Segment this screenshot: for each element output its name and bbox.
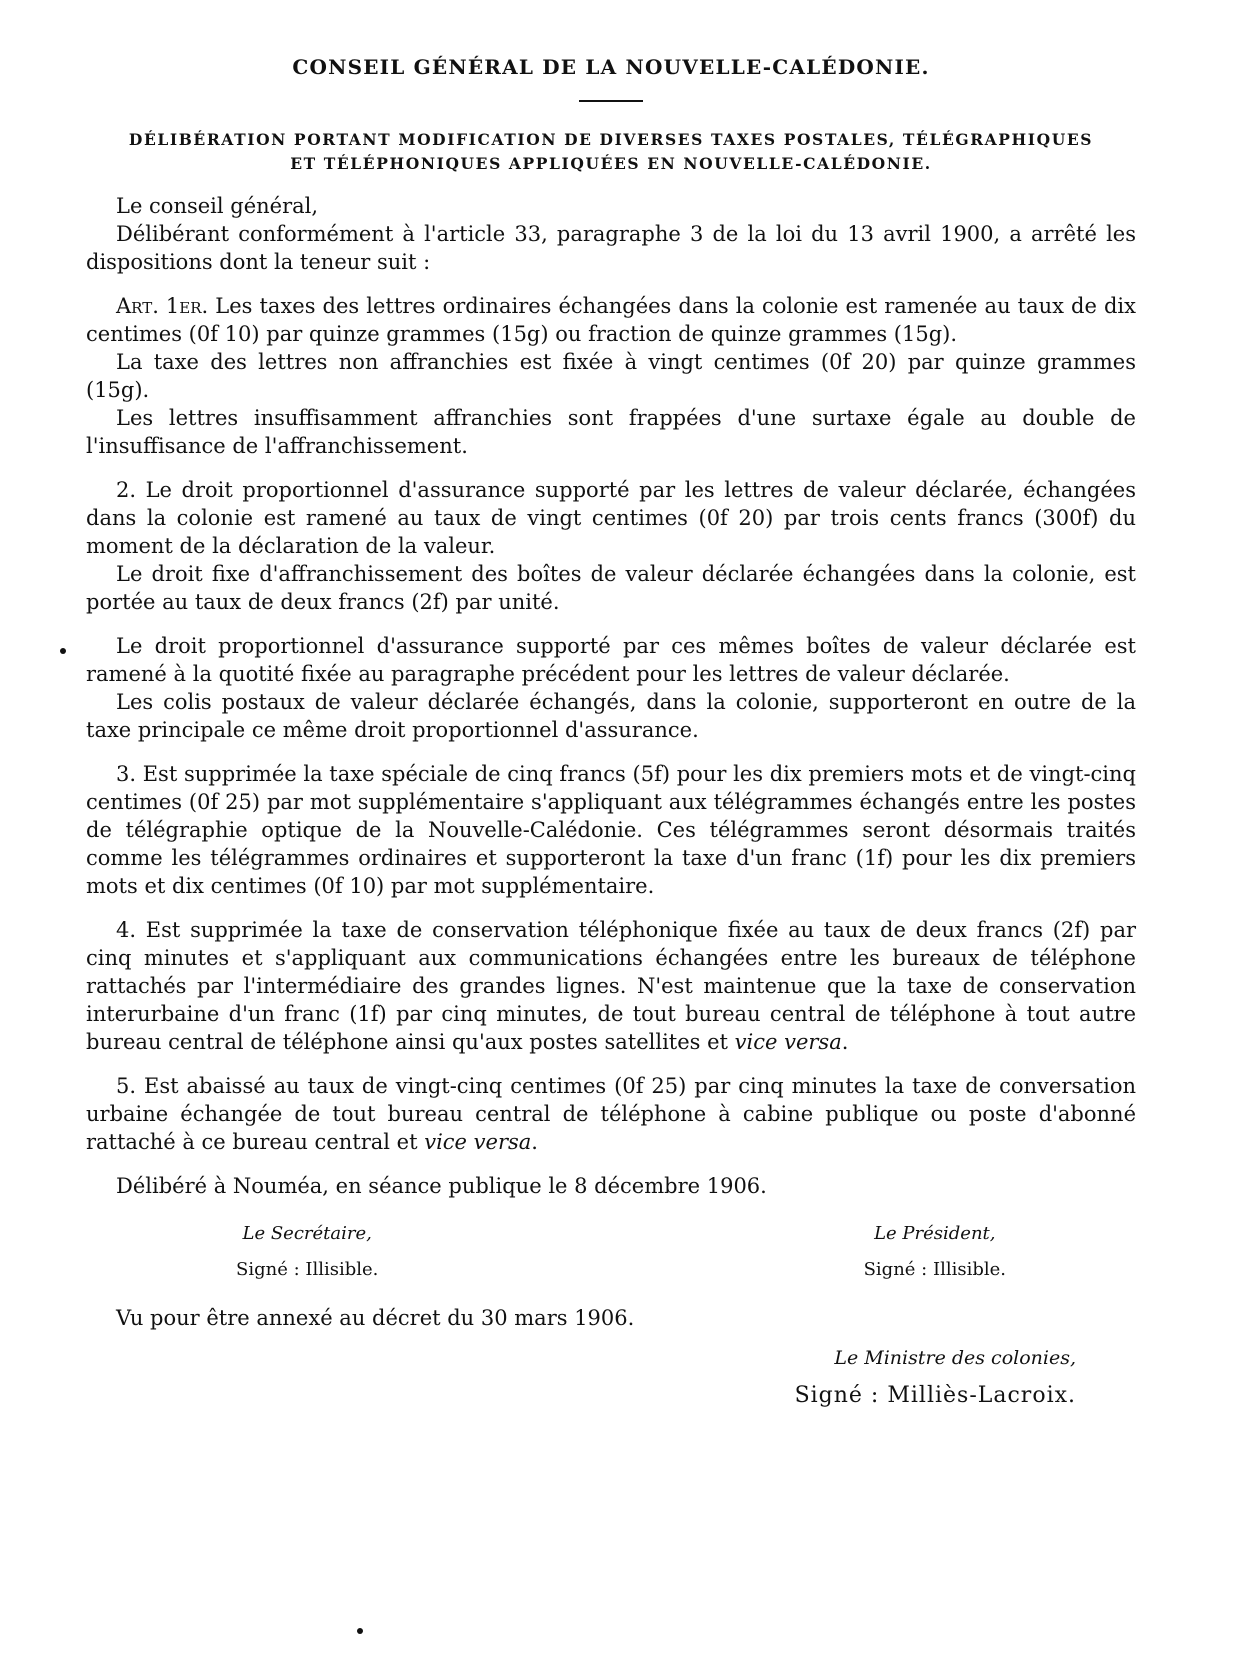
article-1-text: Les taxes des lettres ordinaires échangées dans la colonie est ramenée au taux de dix centimes (0f 10) par quinze grammes (15g) ou fraction de quinze grammes (15g). <box>86 294 1136 346</box>
article-3: 3. Est supprimée la taxe spéciale de cinq francs (5f) pour les dix premiers mots et de vingt-cinq centimes (0f 25) par mot supplémentaire s'appliquant aux télégrammes échangés entre les postes de télégraphie optique de la Nouvelle-Calédonie. Ces télégrammes seront désormais traités comme les télégrammes ordinaires et supporteront la taxe d'un franc (1f) pour les dix premiers mots et dix centimes (0f 10) par mot supplémentaire. <box>86 762 1136 898</box>
title-divider <box>579 100 643 102</box>
ink-speck <box>357 1628 363 1634</box>
article-1-paragraph-1 <box>86 292 1136 348</box>
ink-speck <box>60 648 66 654</box>
annex-note: Vu pour être annexé au décret du 30 mars 1906. <box>116 1306 635 1330</box>
minister-signature <box>86 1340 1136 1416</box>
article-2-paragraph-4: Les colis postaux de valeur déclarée échangés, dans la colonie, supporteront en outre de la taxe principale ce même droit proportionnel d'assurance. <box>86 690 1136 742</box>
president-signed: Signé : Illisible. <box>863 1259 1006 1280</box>
signature-block <box>86 1216 1136 1288</box>
president-signature <box>864 1216 1006 1288</box>
deliberation-heading-line-1: DÉLIBÉRATION PORTANT MODIFICATION DE DIVERSES TAXES POSTALES, TÉLÉGRAPHIQUES <box>128 130 1094 149</box>
article-2-paragraph-2: Le droit fixe d'affranchissement des boîtes de valeur déclarée échangées dans la colonie, est portée au taux de deux francs (2f) par unité. <box>86 562 1136 614</box>
article-4-vice-versa: vice versa <box>734 1030 842 1054</box>
intro-deliberating: Délibérant conformément à l'article 33, paragraphe 3 de la loi du 13 avril 1900, a arrêté les dispositions dont la teneur suit : <box>86 222 1136 274</box>
article-5-vice-versa: vice versa <box>424 1130 532 1154</box>
article-4-text: 4. Est supprimée la taxe de conservation téléphonique fixée au taux de deux francs (2f) par cinq minutes et s'appliquant aux communications échangées entre les bureaux de téléphone rattachés par l'intermédiaire des grandes lignes. N'est maintenue que la taxe de conservation interurbaine d'un franc (1f) par cinq minutes, de tout bureau central de téléphone à tout autre bureau central de téléphone ainsi qu'aux postes satellites et <box>86 918 1136 1054</box>
secretary-role: Le Secrétaire, <box>242 1223 372 1244</box>
article-1-paragraph-3: Les lettres insuffisamment affranchies sont frappées d'une surtaxe égale au double de l'insuffisance de l'affranchissement. <box>86 406 1136 458</box>
article-4: 4. Est supprimée la taxe de conservation téléphonique fixée au taux de deux francs (2f) par cinq minutes et s'appliquant aux communications échangées entre les bureaux de téléphone rattachés par l'intermédiaire des grandes lignes. N'est maintenue que la taxe de conservation interurbaine d'un franc (1f) par cinq minutes, de tout bureau central de téléphone à tout autre bureau central de téléphone ainsi qu'aux postes satellites et vice versa. <box>86 918 1136 1054</box>
intro-council: Le conseil général, <box>116 194 319 218</box>
article-5: 5. Est abaissé au taux de vingt-cinq centimes (0f 25) par cinq minutes la taxe de conversation urbaine échangée de tout bureau central de téléphone à cabine publique ou poste d'abonné rattaché à ce bureau central et vice versa. <box>86 1074 1136 1154</box>
article-5-text: 5. Est abaissé au taux de vingt-cinq centimes (0f 25) par cinq minutes la taxe de conversation urbaine échangée de tout bureau central de téléphone à cabine publique ou poste d'abonné rattaché à ce bureau central et <box>86 1074 1136 1154</box>
article-2-paragraph-3: Le droit proportionnel d'assurance supporté par ces mêmes boîtes de valeur déclarée est ramené à la quotité fixée au paragraphe précédent pour les lettres de valeur déclarée. <box>86 634 1136 686</box>
minister-role: Le Ministre des colonies, <box>834 1347 1076 1369</box>
secretary-signed: Signé : Illisible. <box>236 1259 379 1280</box>
minister-signed: Signé : Milliès-Lacroix. <box>794 1383 1076 1408</box>
president-role: Le Président, <box>874 1223 996 1244</box>
article-1-paragraph-2: La taxe des lettres non affranchies est fixée à vingt centimes (0f 20) par quinze grammes (15g). <box>86 350 1136 402</box>
closing-statement: Délibéré à Nouméa, en séance publique le 8 décembre 1906. <box>116 1174 767 1198</box>
article-2-paragraph-1: 2. Le droit proportionnel d'assurance supporté par les lettres de valeur déclarée, échangées dans la colonie est ramené au taux de vingt centimes (0f 20) par trois cents francs (300f) du moment de la déclaration de la valeur. <box>86 478 1136 558</box>
document-title: CONSEIL GÉNÉRAL DE LA NOUVELLE-CALÉDONIE. <box>292 55 930 79</box>
document-page <box>86 54 1136 1416</box>
article-1-label: Art. 1er. <box>116 294 209 318</box>
deliberation-heading <box>86 128 1136 176</box>
deliberation-heading-line-2: ET TÉLÉPHONIQUES APPLIQUÉES EN NOUVELLE-CALÉDONIE. <box>290 154 932 173</box>
secretary-signature <box>236 1216 378 1288</box>
